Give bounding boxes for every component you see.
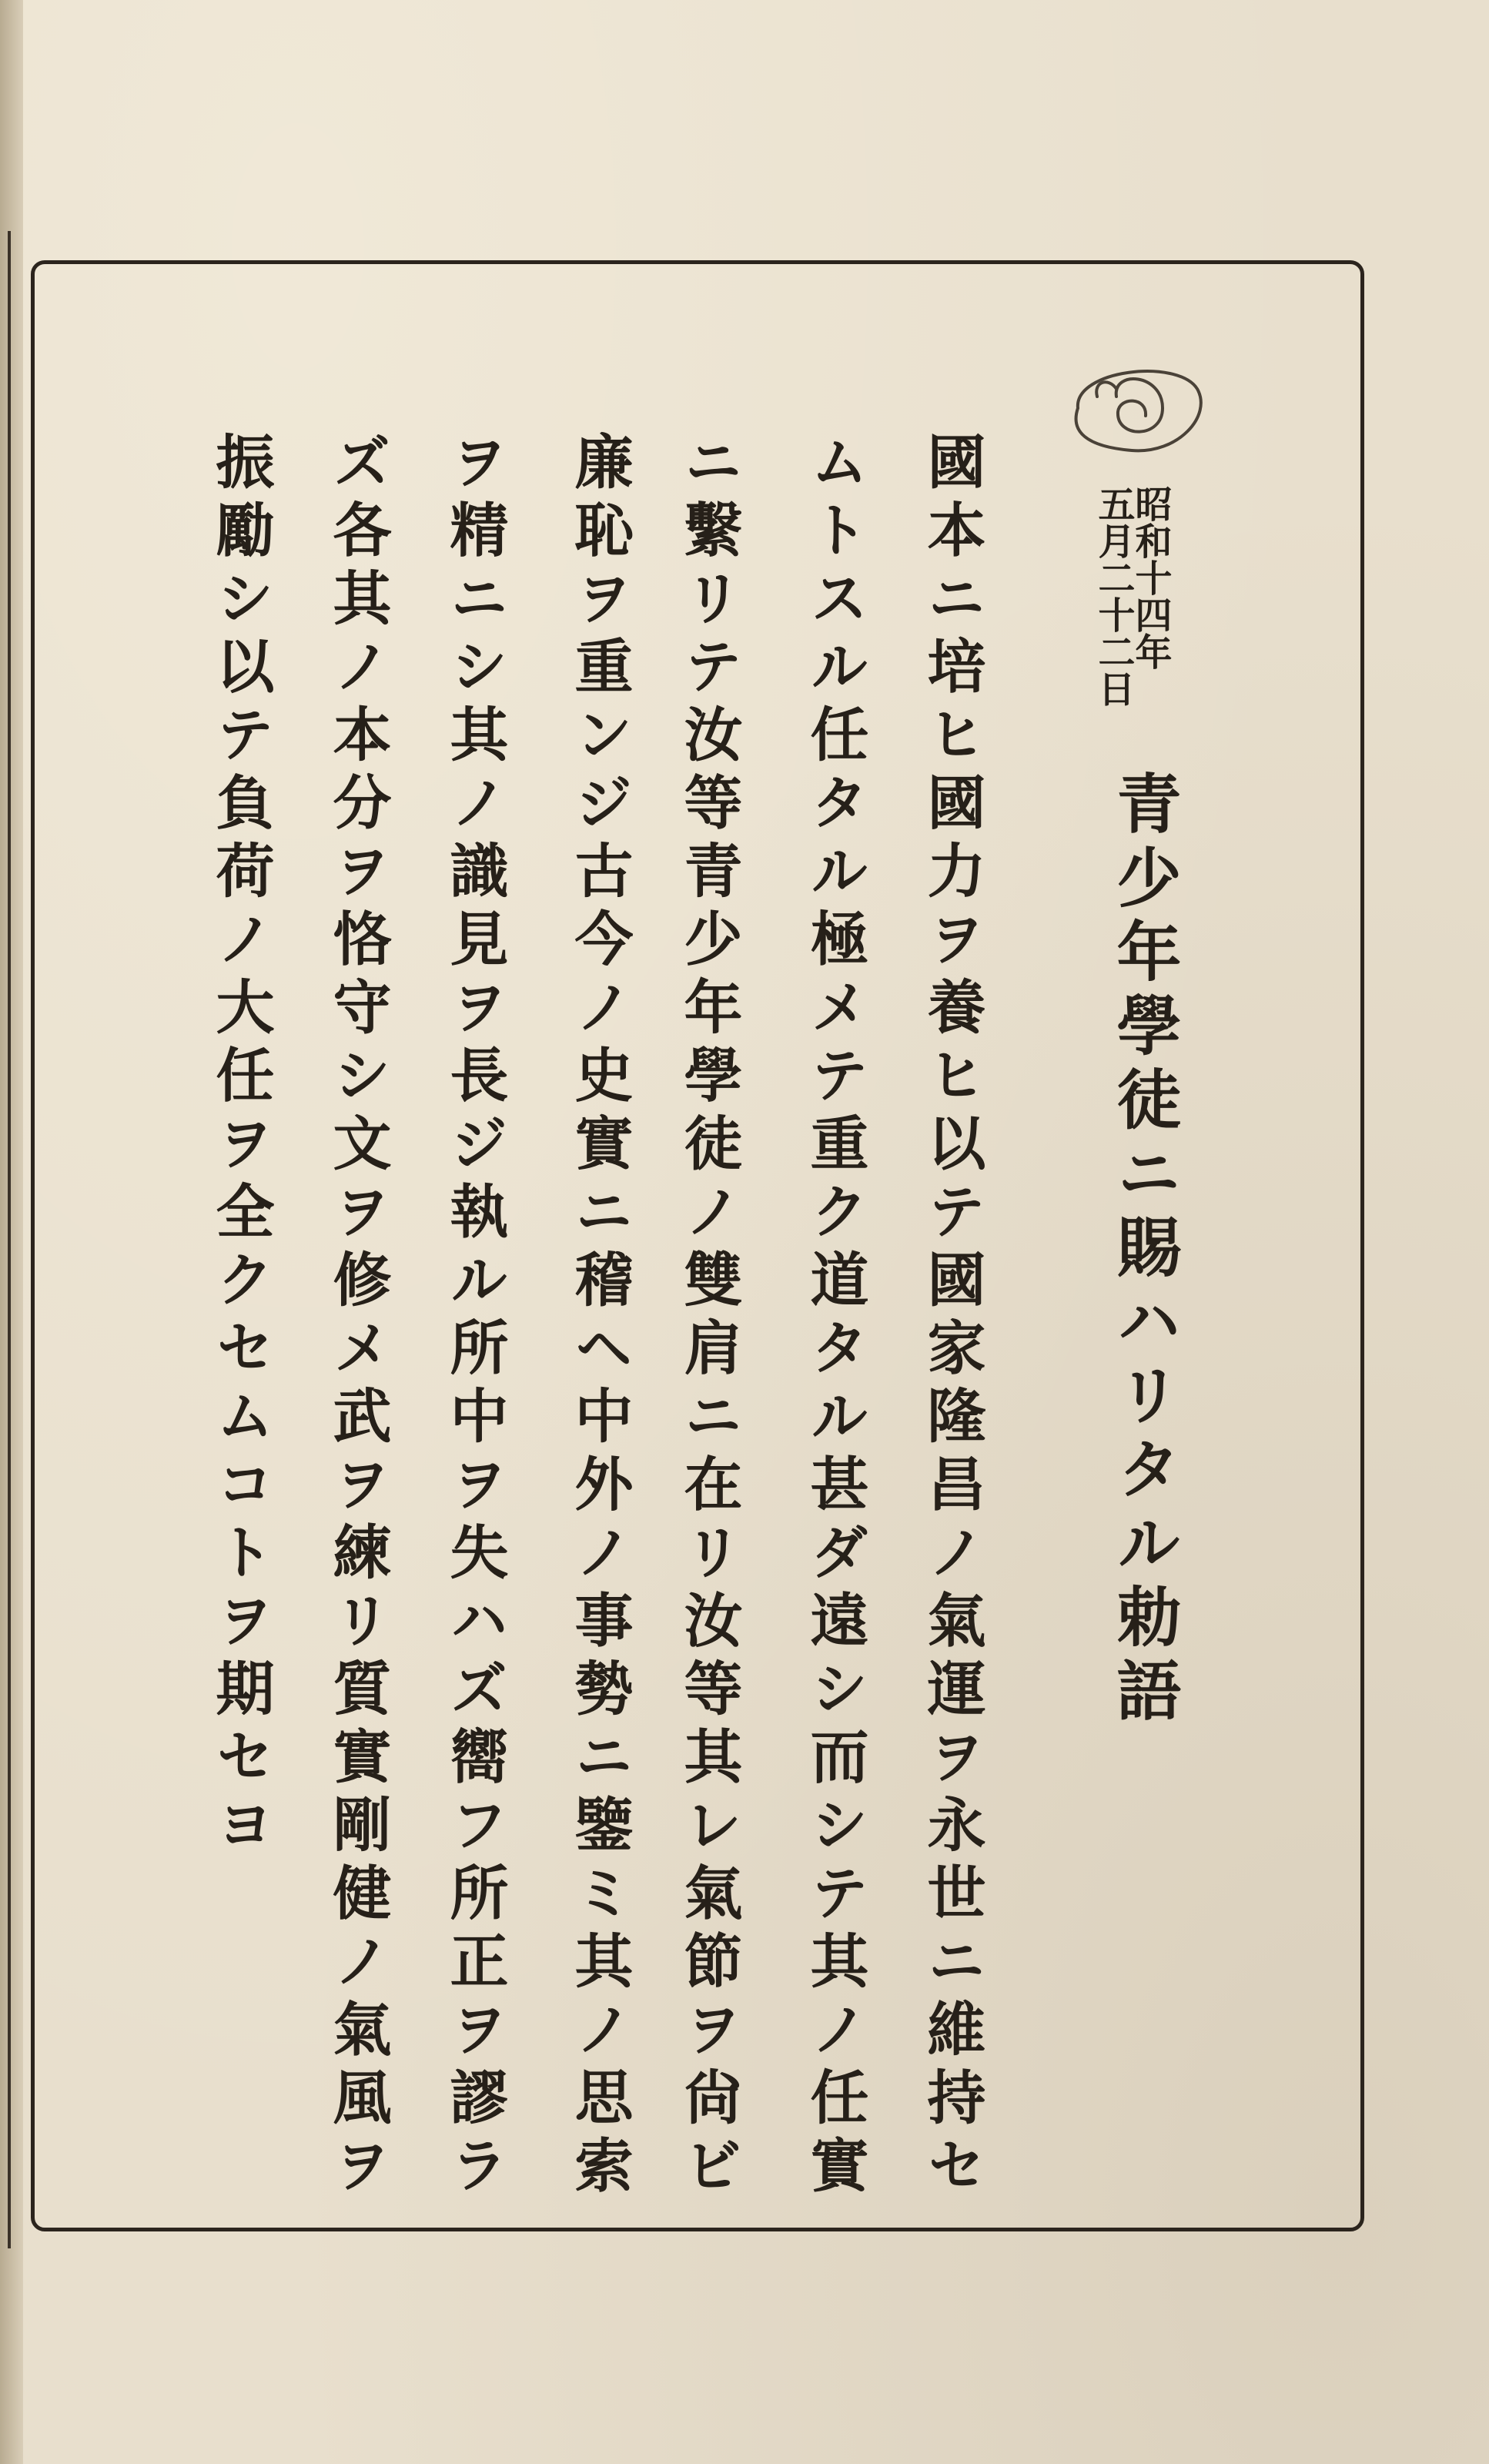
rescript-line-7: 振勵シ以テ負荷ノ大任ヲ全クセムコトヲ期セヨ	[206, 431, 275, 1863]
rescript-line-3: ニ繫リテ汝等青少年學徒ノ雙肩ニ在リ汝等其レ氣節ヲ尙ビ	[674, 431, 743, 2203]
date-line-1: 昭和十四年	[1129, 485, 1172, 670]
rescript-line-4: 廉恥ヲ重ンジ古今ノ史實ニ稽ヘ中外ノ事勢ニ鑒ミ其ノ思索	[565, 431, 634, 2203]
rescript-line-6: ズ各其ノ本分ヲ恪守シ文ヲ修メ武ヲ練リ質實剛健ノ氣風ヲ	[323, 431, 392, 2203]
binding-edge-line	[0, 231, 11, 2248]
rescript-line-2: ムトスル任タル極メテ重ク道タル甚ダ遠シ而シテ其ノ任實	[801, 431, 869, 2203]
rescript-line-5: ヲ精ニシ其ノ識見ヲ長ジ執ル所中ヲ失ハズ嚮フ所正ヲ謬ラ	[440, 431, 509, 2203]
pencil-circle-mark	[1062, 354, 1216, 462]
date-line-2: 五月二十二日	[1092, 485, 1135, 707]
rescript-line-1: 國本ニ培ヒ國力ヲ養ヒ以テ國家隆昌ノ氣運ヲ永世ニ維持セ	[918, 431, 986, 2203]
document-title: 青少年學徒ニ賜ハリタル勅語	[1106, 770, 1183, 1731]
